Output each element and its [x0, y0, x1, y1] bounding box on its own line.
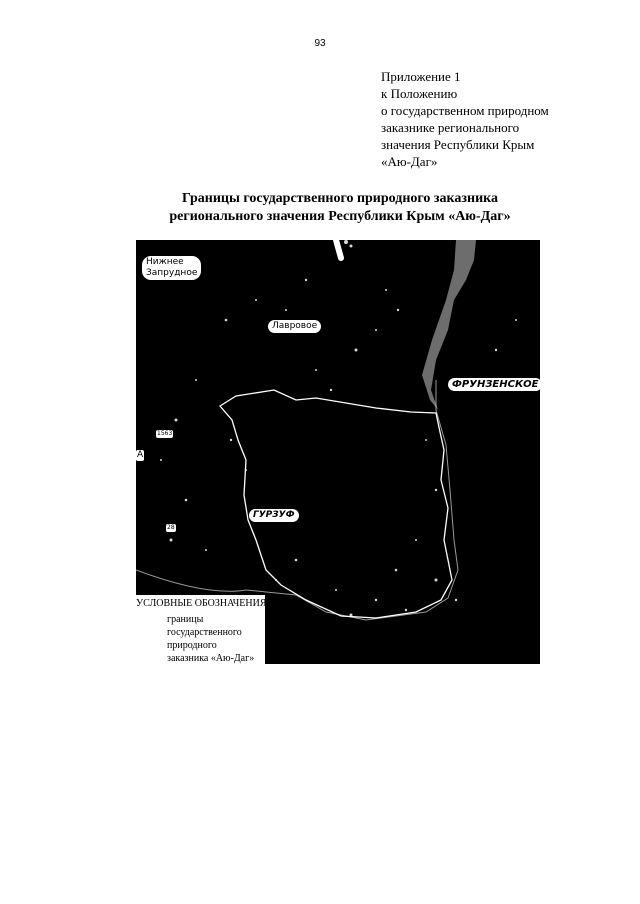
legend-line: заказника «Аю-Даг»: [167, 653, 255, 664]
legend-line: границы: [167, 614, 204, 625]
title-line-1: Границы государственного природного заказника: [181, 191, 499, 206]
road-segment: [336, 240, 341, 258]
map-label-line: Запрудное: [146, 268, 198, 278]
appendix-line: о государственном природном: [381, 103, 549, 118]
map-legend: [136, 594, 265, 664]
road-number-label: 1563: [157, 430, 173, 437]
map-label-frunzenskoe: ФРУНЗЕНСКОЕ: [448, 378, 540, 391]
legend-title: УСЛОВНЫЕ ОБОЗНАЧЕНИЯ: [136, 598, 267, 609]
document-title: [0, 190, 640, 226]
map-label-nizhnee-zaprudnoe: [142, 256, 201, 280]
road-number-label: 28: [167, 524, 175, 531]
legend-description: [167, 613, 254, 664]
coastline: [136, 380, 458, 620]
appendix-line: заказнике регионального: [381, 120, 520, 135]
map-label-gurzuf: ГУРЗУФ: [249, 509, 299, 522]
appendix-line: Приложение 1: [381, 69, 461, 84]
appendix-reference: [381, 68, 549, 170]
appendix-line: «Аю-Даг»: [381, 154, 438, 169]
legend-line: государственного: [167, 627, 242, 638]
page-number: 93: [314, 38, 326, 49]
reserve-boundary-line: [220, 390, 452, 618]
terrain-texture: [160, 240, 517, 617]
appendix-line: к Положению: [381, 86, 458, 101]
map-label-line: Нижнее: [146, 257, 184, 267]
legend-line: природного: [167, 640, 217, 651]
map-edge-label: А: [137, 450, 144, 460]
map-label-lavrovoe: Лавровое: [268, 320, 321, 333]
appendix-line: значения Республики Крым: [381, 137, 535, 152]
title-line-2: регионального значения Республики Крым «Аю-Даг»: [169, 209, 511, 224]
reserve-map: [136, 240, 540, 664]
